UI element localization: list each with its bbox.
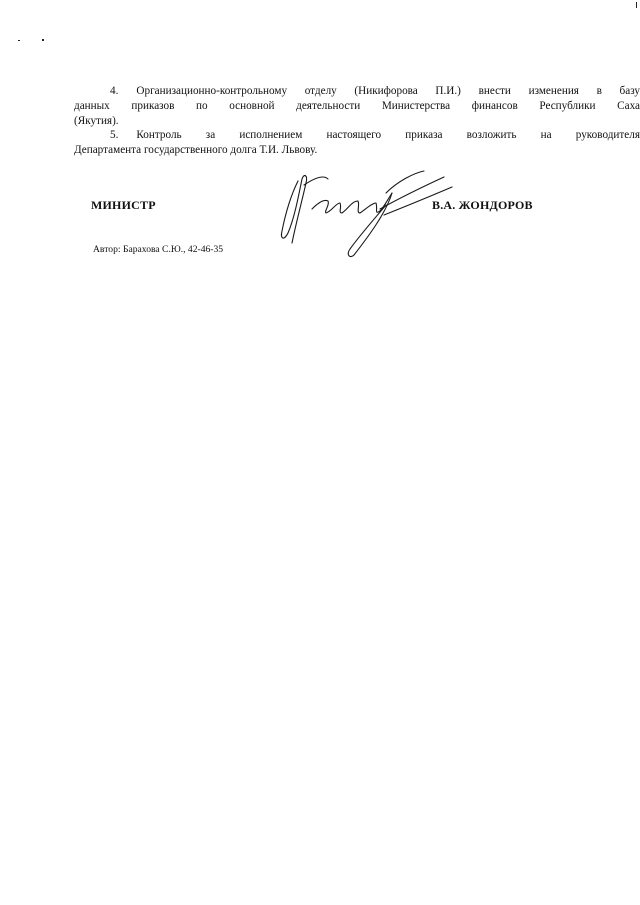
paragraph-line	[74, 128, 640, 143]
paragraph-text: Организационно-контрольному отделу (Никифорова П.И.) внести изменения в базу	[136, 85, 640, 97]
paragraph-number: 4.	[110, 85, 119, 97]
signatory-role: МИНИСТР	[91, 198, 156, 212]
paragraph-4	[74, 84, 640, 128]
paragraph-line	[74, 84, 640, 99]
scan-mark-dash	[42, 39, 44, 41]
handwritten-signature	[268, 163, 458, 263]
document-body	[74, 84, 640, 158]
paragraph-5	[74, 128, 640, 158]
author-note: Автор: Барахова С.Ю., 42-46-35	[93, 244, 224, 255]
paragraph-line: Департамента государственного долга Т.И. Львову.	[74, 144, 318, 157]
scan-mark-edge	[636, 2, 637, 8]
paragraph-number: 5.	[110, 129, 119, 142]
paragraph-line: (Якутия).	[74, 114, 119, 127]
paragraph-line: данных приказов по основной деятельности Министерства финансов Республики Саха	[74, 99, 640, 112]
signatory-name: В.А. ЖОНДОРОВ	[432, 198, 533, 212]
paragraph-text: Контроль за исполнением настоящего приказа возложить на руководителя	[136, 129, 640, 142]
scan-mark-dot	[18, 40, 20, 41]
